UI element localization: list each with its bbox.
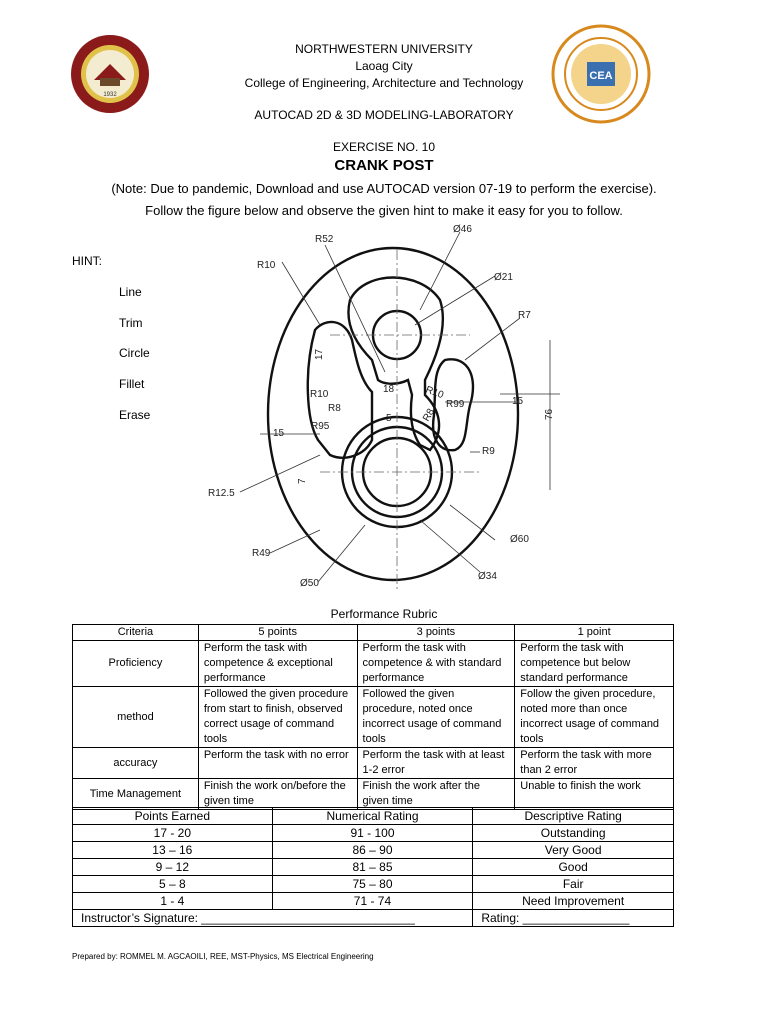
- instructor-signature-line: Instructor’s Signature: ________________________________: [73, 910, 473, 927]
- exercise-number: EXERCISE NO. 10: [332, 140, 436, 154]
- table-cell: Perform the task with at least 1-2 error: [357, 748, 515, 779]
- college-name: College of Engineering, Architecture and Technology: [244, 76, 524, 90]
- column-header: 5 points: [198, 625, 357, 641]
- table-row: [73, 842, 674, 859]
- table-cell: Unable to finish the work: [515, 779, 674, 810]
- table-row: [73, 779, 674, 810]
- table-cell: 13 – 16: [73, 842, 273, 859]
- prepared-by: Prepared by: ROMMEL M. AGCAOILI, REE, MST-Physics, MS Electrical Engineering: [72, 952, 374, 961]
- table-cell: 17 - 20: [73, 825, 273, 842]
- table-row: [73, 687, 674, 748]
- table-cell: Fair: [473, 876, 674, 893]
- svg-text:CEA: CEA: [589, 70, 613, 82]
- dim-d21: Ø21: [494, 272, 513, 283]
- hint-item: Circle: [119, 346, 150, 360]
- dim-r49: R49: [252, 548, 271, 559]
- crank-post-drawing: [200, 222, 570, 594]
- table-cell: 71 - 74: [272, 893, 473, 910]
- table-header-row: [73, 808, 674, 825]
- table-cell: Follow the given procedure, noted more than once incorrect usage of command tools: [515, 687, 674, 748]
- instruction-text: Follow the figure below and observe the given hint to make it easy for you to follow.: [145, 203, 623, 218]
- dim-d34: Ø34: [478, 571, 497, 582]
- hint-item: Line: [119, 285, 142, 299]
- dim-5: 5: [386, 413, 392, 424]
- dim-d60: Ø60: [510, 534, 529, 545]
- dim-15: 15: [273, 428, 285, 439]
- column-header: Points Earned: [73, 808, 273, 825]
- table-cell: Finish the work after the given time: [357, 779, 515, 810]
- dim-r95: R95: [311, 421, 330, 432]
- table-cell: Perform the task with competence but below standard performance: [515, 641, 674, 687]
- dim-r7: R7: [518, 310, 531, 321]
- table-row: [73, 825, 674, 842]
- column-header: Criteria: [73, 625, 199, 641]
- dim-r10: R10: [310, 389, 329, 400]
- table-row: [73, 859, 674, 876]
- university-name: NORTHWESTERN UNIVERSITY: [295, 42, 473, 56]
- table-cell: 5 – 8: [73, 876, 273, 893]
- table-cell: Good: [473, 859, 674, 876]
- table-cell: Finish the work on/before the given time: [198, 779, 357, 810]
- course-name: AUTOCAD 2D & 3D MODELING-LABORATORY: [254, 108, 514, 122]
- table-cell: Perform the task with competence & with standard performance: [357, 641, 515, 687]
- table-row: [73, 641, 674, 687]
- table-cell: Outstanding: [473, 825, 674, 842]
- table-cell: Perform the task with competence & exceptional performance: [198, 641, 357, 687]
- dim-r52: R52: [315, 234, 334, 245]
- dim-d46: Ø46: [453, 224, 472, 235]
- dim-15: 15: [512, 396, 524, 407]
- table-cell: Need Improvement: [473, 893, 674, 910]
- criteria-cell: accuracy: [73, 748, 199, 779]
- city: Laoag City: [355, 59, 413, 73]
- signature-row: [73, 910, 674, 927]
- table-cell: Very Good: [473, 842, 674, 859]
- table-header-row: [73, 625, 674, 641]
- table-cell: 91 - 100: [272, 825, 473, 842]
- table-cell: Followed the given procedure from start to finish, observed correct usage of command tools: [198, 687, 357, 748]
- note-text: (Note: Due to pandemic, Download and use AUTOCAD version 07-19 to perform the exercise).: [111, 181, 657, 196]
- rating-table: [72, 807, 674, 927]
- rubric-table: [72, 624, 674, 810]
- table-cell: Perform the task with more than 2 error: [515, 748, 674, 779]
- page-title: CRANK POST: [334, 157, 434, 174]
- dim-r8: R8: [328, 403, 341, 414]
- dim-18: 18: [383, 384, 395, 395]
- table-cell: Perform the task with no error: [198, 748, 357, 779]
- hint-item: Trim: [119, 316, 143, 330]
- hint-item: Fillet: [119, 377, 145, 391]
- dim-r10: R10: [423, 384, 445, 402]
- rating-line: Rating: ________________: [473, 910, 674, 927]
- table-cell: 86 – 90: [272, 842, 473, 859]
- criteria-cell: Time Management: [73, 779, 199, 810]
- dim-r12-5: R12.5: [208, 488, 235, 499]
- table-cell: 1 - 4: [73, 893, 273, 910]
- hint-item: Erase: [119, 408, 151, 422]
- dim-r99: R99: [446, 399, 465, 410]
- svg-text:1932: 1932: [103, 92, 117, 98]
- table-cell: Followed the given procedure, noted once incorrect usage of command tools: [357, 687, 515, 748]
- criteria-cell: method: [73, 687, 199, 748]
- table-cell: 75 – 80: [272, 876, 473, 893]
- dim-7: 7: [297, 478, 308, 484]
- hint-label: HINT:: [72, 254, 102, 268]
- column-header: Numerical Rating: [272, 808, 473, 825]
- column-header: 1 point: [515, 625, 674, 641]
- table-row: [73, 893, 674, 910]
- dim-r10: R10: [257, 260, 276, 271]
- table-row: [73, 748, 674, 779]
- table-cell: 81 – 85: [272, 859, 473, 876]
- rubric-caption: Performance Rubric: [330, 607, 438, 621]
- dim-r8: R8: [421, 406, 437, 424]
- dim-17: 17: [314, 348, 325, 360]
- dim-76: 76: [544, 408, 555, 420]
- criteria-cell: Proficiency: [73, 641, 199, 687]
- dim-d50: Ø50: [300, 578, 319, 589]
- column-header: Descriptive Rating: [473, 808, 674, 825]
- table-row: [73, 876, 674, 893]
- dim-r9: R9: [482, 446, 495, 457]
- column-header: 3 points: [357, 625, 515, 641]
- table-cell: 9 – 12: [73, 859, 273, 876]
